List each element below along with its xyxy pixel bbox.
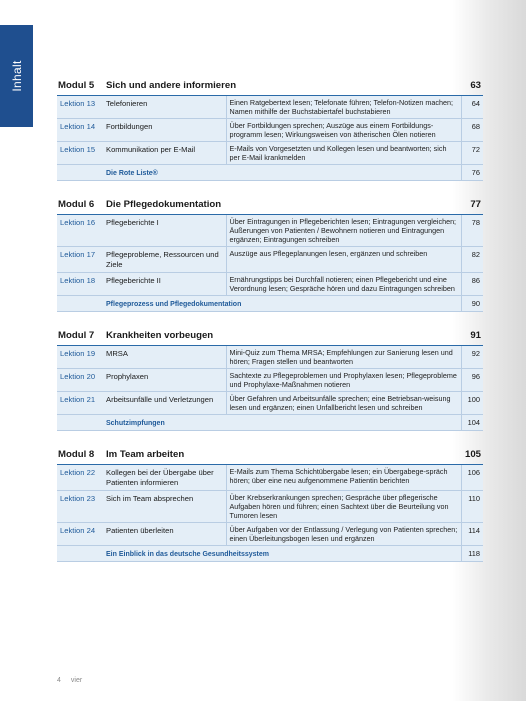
module-heading — [57, 80, 483, 96]
module-number: Modul 6 — [58, 199, 95, 210]
lesson-description: E-Mails zum Thema Schichtübergabe lesen; ein Übergabege-spräch hören; über eine neu aufgenommene Patientin berichten — [226, 465, 461, 491]
lesson-number: Lektion 23 — [57, 491, 103, 523]
lesson-table — [57, 465, 483, 562]
lesson-title: Fortbildungen — [103, 119, 226, 142]
lesson-page: 100 — [461, 392, 483, 415]
lesson-title: Pflegeprobleme, Ressourcen und Ziele — [103, 247, 226, 273]
lesson-number: Lektion 16 — [57, 215, 103, 247]
module-number: Modul 5 — [58, 80, 95, 91]
lesson-table — [57, 215, 483, 312]
lesson-page: 78 — [461, 215, 483, 247]
lesson-title: Sich im Team absprechen — [103, 491, 226, 523]
lesson-page: 114 — [461, 523, 483, 546]
lesson-number: Lektion 14 — [57, 119, 103, 142]
lesson-description: Sachtexte zu Pflegeproblemen und Prophylaxen lesen; Pflegeprobleme und Prophylaxe-Maßnahmen notieren — [226, 369, 461, 392]
extra-row — [57, 165, 483, 181]
module-page: 91 — [470, 330, 481, 341]
section-tab-label: Inhalt — [9, 60, 24, 92]
extra-row — [57, 546, 483, 562]
module-section — [57, 449, 483, 562]
module-title: Sich und andere informieren — [106, 80, 237, 91]
lesson-table — [57, 346, 483, 431]
extra-title: Die Rote Liste® — [103, 165, 461, 181]
lesson-description: Einen Ratgebertext lesen; Telefonate führen; Telefon-Notizen machen; Namen mithilfe der Buchstabiertafel buchstabieren — [226, 96, 461, 119]
lesson-row — [57, 215, 483, 247]
lesson-title: Telefonieren — [103, 96, 226, 119]
page-number-word: vier — [70, 677, 83, 684]
extra-page: 90 — [461, 296, 483, 312]
lesson-description: Über Eintragungen in Pflegeberichten lesen; Eintragungen vergleichen; Äußerungen von Patienten / Bewohnern notieren und Eintragungen ergänzen; Eintragungen schreiben — [226, 215, 461, 247]
lesson-description: Auszüge aus Pflegeplanungen lesen, ergänzen und schreiben — [226, 247, 461, 273]
lesson-description: Ernährungstipps bei Durchfall notieren; einen Pflegebericht und eine Verordnung lesen; Gespräche hören und dazu Eintragungen schreiben — [226, 273, 461, 296]
page-number: 4 — [57, 677, 61, 684]
module-heading — [57, 199, 483, 215]
lesson-page: 82 — [461, 247, 483, 273]
lesson-number: Lektion 13 — [57, 96, 103, 119]
lesson-row — [57, 465, 483, 491]
lesson-number: Lektion 20 — [57, 369, 103, 392]
module-heading — [57, 449, 483, 465]
lesson-number: Lektion 19 — [57, 346, 103, 369]
lesson-title: Prophylaxen — [103, 369, 226, 392]
module-title: Die Pflegedokumentation — [106, 199, 222, 210]
lesson-row — [57, 346, 483, 369]
extra-spacer — [57, 296, 103, 312]
lesson-number: Lektion 24 — [57, 523, 103, 546]
lesson-row — [57, 142, 483, 165]
extra-spacer — [57, 415, 103, 431]
lesson-description: Über Aufgaben vor der Entlassung / Verlegung von Patienten sprechen; einen Überleitungsbogen lesen und ergänzen — [226, 523, 461, 546]
lesson-row — [57, 369, 483, 392]
lesson-table — [57, 96, 483, 181]
lesson-description: Über Krebserkrankungen sprechen; Gespräche über pflegerische Aufgaben hören und führen; einen Sachtext über die Beurteilung von Tumoren lesen — [226, 491, 461, 523]
page-footer — [57, 677, 82, 684]
module-page: 63 — [470, 80, 481, 91]
extra-spacer — [57, 165, 103, 181]
lesson-number: Lektion 15 — [57, 142, 103, 165]
module-page: 105 — [464, 449, 481, 460]
lesson-row — [57, 247, 483, 273]
lesson-number: Lektion 21 — [57, 392, 103, 415]
lesson-page: 68 — [461, 119, 483, 142]
lesson-number: Lektion 22 — [57, 465, 103, 491]
lesson-number: Lektion 17 — [57, 247, 103, 273]
extra-title: Ein Einblick in das deutsche Gesundheitssystem — [103, 546, 461, 562]
table-of-contents — [57, 80, 483, 580]
lesson-description: Mini-Quiz zum Thema MRSA; Empfehlungen zur Sanierung lesen und hören; Fragen stellen und beantworten — [226, 346, 461, 369]
section-tab — [0, 25, 33, 127]
module-title: Krankheiten vorbeugen — [106, 330, 214, 341]
lesson-number: Lektion 18 — [57, 273, 103, 296]
lesson-page: 92 — [461, 346, 483, 369]
lesson-page: 110 — [461, 491, 483, 523]
lesson-title: Pflegeberichte I — [103, 215, 226, 247]
extra-row — [57, 415, 483, 431]
module-page: 77 — [470, 199, 481, 210]
module-number: Modul 7 — [58, 330, 95, 341]
lesson-description: E-Mails von Vorgesetzten und Kollegen lesen und beantworten; sich per E-Mail krankmelden — [226, 142, 461, 165]
lesson-title: MRSA — [103, 346, 226, 369]
module-title: Im Team arbeiten — [106, 449, 185, 460]
lesson-page: 72 — [461, 142, 483, 165]
lesson-page: 86 — [461, 273, 483, 296]
extra-spacer — [57, 546, 103, 562]
lesson-row — [57, 273, 483, 296]
lesson-title: Kollegen bei der Übergabe über Patienten informieren — [103, 465, 226, 491]
module-section — [57, 80, 483, 181]
lesson-description: Über Gefahren und Arbeitsunfälle sprechen; eine Betriebsan-weisung lesen und ergänzen; einen Unfallbericht lesen und schreiben — [226, 392, 461, 415]
extra-row — [57, 296, 483, 312]
lesson-page: 96 — [461, 369, 483, 392]
lesson-title: Pflegeberichte II — [103, 273, 226, 296]
extra-title: Pflegeprozess und Pflegedokumentation — [103, 296, 461, 312]
module-number: Modul 8 — [58, 449, 95, 460]
lesson-row — [57, 523, 483, 546]
extra-page: 76 — [461, 165, 483, 181]
lesson-page: 106 — [461, 465, 483, 491]
lesson-page: 64 — [461, 96, 483, 119]
lesson-row — [57, 96, 483, 119]
module-heading — [57, 330, 483, 346]
lesson-title: Arbeitsunfälle und Verletzungen — [103, 392, 226, 415]
module-section — [57, 199, 483, 312]
lesson-row — [57, 491, 483, 523]
extra-page: 104 — [461, 415, 483, 431]
lesson-row — [57, 392, 483, 415]
lesson-description: Über Fortbildungen sprechen; Auszüge aus einem Fortbildungs-programm lesen; Wirkungsweisen von ätherischen Ölen notieren — [226, 119, 461, 142]
extra-title: Schutzimpfungen — [103, 415, 461, 431]
module-section — [57, 330, 483, 431]
lesson-title: Patienten überleiten — [103, 523, 226, 546]
lesson-title: Kommunikation per E-Mail — [103, 142, 226, 165]
lesson-row — [57, 119, 483, 142]
extra-page: 118 — [461, 546, 483, 562]
